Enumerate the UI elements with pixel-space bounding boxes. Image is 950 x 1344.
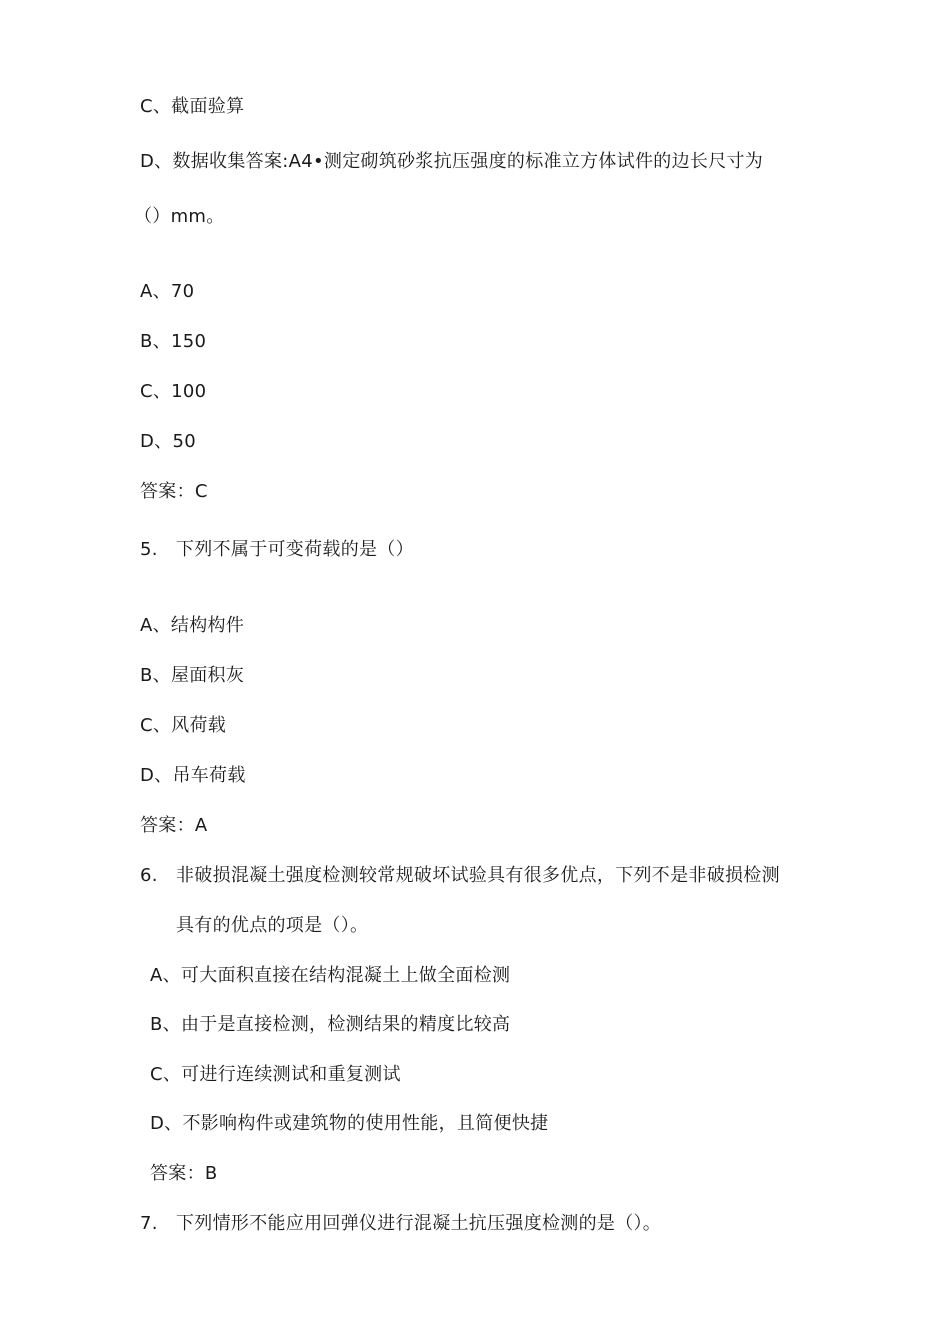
q5-answer: 答案：A (140, 815, 208, 836)
question-5 (140, 538, 414, 562)
q4-option-b: B、150 (140, 331, 207, 352)
question-text: 非破损混凝土强度检测较常规破坏试验具有很多优点，下列不是非破损检测 (176, 865, 780, 886)
q5-option-b: B、屋面积灰 (140, 665, 245, 686)
q5-option-d: D、吊车荷载 (140, 765, 246, 786)
q6-option-c: C、可进行连续测试和重复测试 (150, 1064, 401, 1085)
q6-continuation: 具有的优点的项是（）。 (176, 915, 369, 936)
option-c-section-check: C、截面验算 (140, 96, 245, 117)
question-text: 下列情形不能应用回弹仪进行混凝土抗压强度检测的是（）。 (176, 1213, 662, 1234)
q5-option-a: A、结构构件 (140, 615, 245, 636)
q4-answer: 答案：C (140, 481, 208, 502)
question-number: 5. (140, 539, 158, 560)
q6-answer: 答案：B (150, 1163, 218, 1184)
q4-continuation: （）mm。 (134, 206, 225, 227)
question-text: 下列不属于可变荷载的是（） (176, 539, 414, 560)
q4-option-d: D、50 (140, 431, 196, 452)
q4-option-c: C、100 (140, 381, 207, 402)
question-6 (140, 864, 780, 888)
question-number: 6. (140, 865, 158, 886)
q6-option-a: A、可大面积直接在结构混凝土上做全面检测 (150, 965, 511, 986)
q6-option-b: B、由于是直接检测，检测结果的精度比较高 (150, 1014, 511, 1035)
question-7 (140, 1212, 661, 1236)
q6-option-d: D、不影响构件或建筑物的使用性能，且简便快捷 (150, 1113, 549, 1134)
q4-option-a: A、70 (140, 281, 195, 302)
question-number: 7. (140, 1213, 158, 1234)
option-d-data-collection-with-q4: D、数据收集答案:A4•测定砌筑砂浆抗压强度的标准立方体试件的边长尺寸为 (140, 151, 764, 172)
q5-option-c: C、风荷载 (140, 715, 227, 736)
